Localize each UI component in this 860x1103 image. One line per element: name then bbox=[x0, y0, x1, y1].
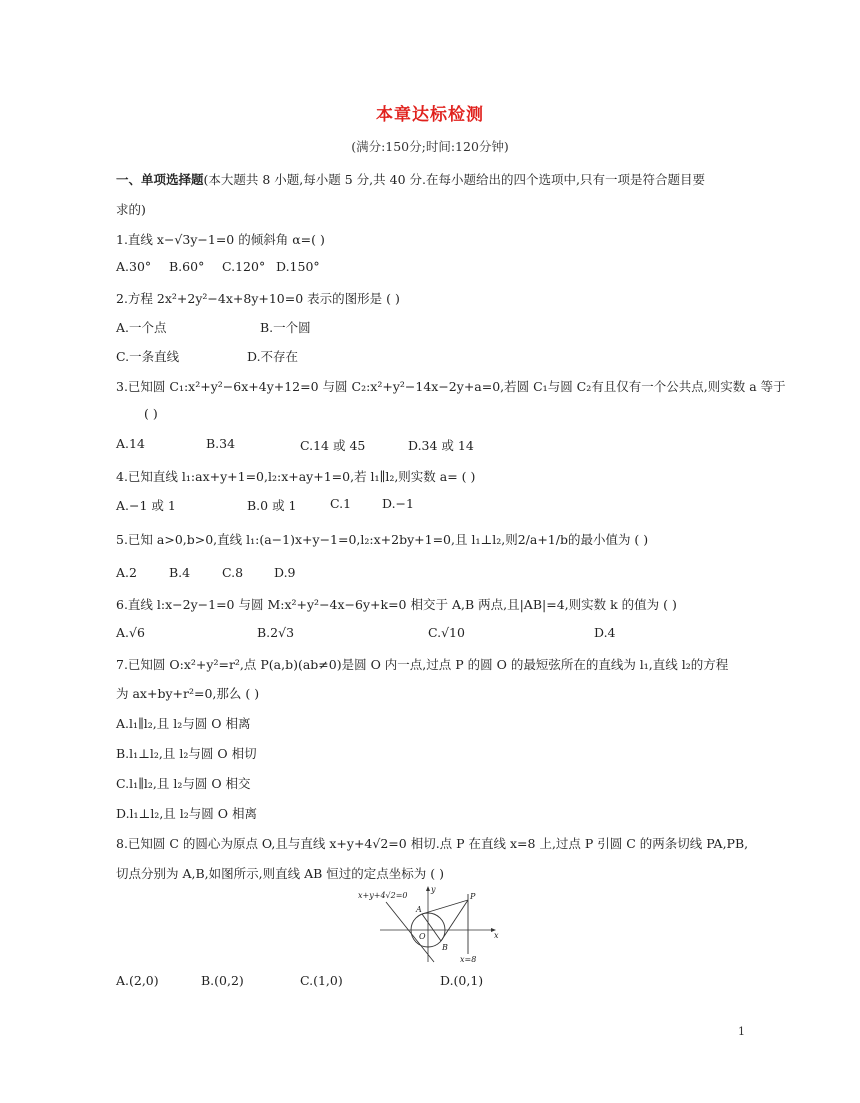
q7-option-a: A.l₁∥l₂,且 l₂与圆 O 相离 bbox=[116, 716, 251, 731]
line-label: x+y+4√2=0 bbox=[358, 891, 408, 900]
q7-option-c: C.l₁∥l₂,且 l₂与圆 O 相交 bbox=[116, 776, 251, 791]
label-x-equals-8: x=8 bbox=[460, 955, 477, 964]
question-8-stem-2: 切点分别为 A,B,如图所示,则直线 AB 恒过的定点坐标为 ( ) bbox=[116, 866, 444, 881]
label-b: B bbox=[442, 943, 448, 952]
question-1-stem: 1.直线 x−√3y−1=0 的倾斜角 α=( ) bbox=[116, 232, 325, 247]
page-number: 1 bbox=[738, 1025, 745, 1038]
tangent-line bbox=[386, 902, 434, 962]
question-7-stem: 7.已知圆 O:x²+y²=r²,点 P(a,b)(ab≠0)是圆 O 内一点,过点 P 的圆 O 的最短弦所在的直线为 l₁,直线 l₂的方程 bbox=[116, 657, 729, 672]
q8-option-b: B.(0,2) bbox=[201, 973, 244, 988]
question-2-stem: 2.方程 2x²+2y²−4x+8y+10=0 表示的图形是 ( ) bbox=[116, 291, 400, 306]
q2-option-a: A.一个点 bbox=[116, 320, 167, 335]
q6-option-d: D.4 bbox=[594, 625, 616, 640]
q7-option-d: D.l₁⊥l₂,且 l₂与圆 O 相离 bbox=[116, 806, 257, 821]
q3-option-a: A.14 bbox=[116, 436, 145, 451]
q6-option-b: B.2√3 bbox=[257, 625, 295, 640]
label-p: P bbox=[470, 892, 476, 901]
q2-option-d: D.不存在 bbox=[247, 349, 299, 364]
q1-option-b: B.60° bbox=[169, 259, 205, 274]
q3-option-b: B.34 bbox=[206, 436, 236, 451]
section-desc-2: 求的) bbox=[116, 202, 146, 217]
q6-option-c: C.√10 bbox=[428, 625, 465, 640]
y-axis-arrow bbox=[426, 886, 430, 891]
question-5-stem: 5.已知 a>0,b>0,直线 l₁:(a−1)x+y−1=0,l₂:x+2by+1=0,且 l₁⊥l₂,则2/a+1/b的最小值为 ( ) bbox=[116, 532, 649, 547]
q3-option-c: C.14 或 45 bbox=[300, 438, 366, 453]
label-x: x bbox=[494, 931, 499, 940]
question-7-stem-2: 为 ax+by+r²=0,那么 ( ) bbox=[116, 686, 260, 701]
q1-option-c: C.120° bbox=[222, 259, 266, 274]
question-3-stem: 3.已知圆 C₁:x²+y²−6x+4y+12=0 与圆 C₂:x²+y²−14x−2y+a=0,若圆 C₁与圆 C₂有且仅有一个公共点,则实数 a 等于 bbox=[116, 379, 786, 394]
q4-option-d: D.−1 bbox=[382, 496, 414, 511]
page-title: 本章达标检测 bbox=[376, 105, 484, 125]
question-6-stem: 6.直线 l:x−2y−1=0 与圆 M:x²+y²−4x−6y+k=0 相交于 A,B 两点,且|AB|=4,则实数 k 的值为 ( ) bbox=[116, 597, 677, 612]
q8-option-a: A.(2,0) bbox=[116, 973, 159, 988]
tangent-pb bbox=[441, 900, 468, 941]
q1-option-a: A.30° bbox=[116, 259, 152, 274]
q1-option-d: D.150° bbox=[276, 259, 320, 274]
q4-option-b: B.0 或 1 bbox=[247, 498, 297, 513]
q7-option-b: B.l₁⊥l₂,且 l₂与圆 O 相切 bbox=[116, 746, 257, 761]
q6-option-a: A.√6 bbox=[116, 625, 145, 640]
question-3-stem-2: ( ) bbox=[144, 406, 158, 421]
label-y: y bbox=[431, 885, 436, 894]
q2-option-c: C.一条直线 bbox=[116, 349, 180, 364]
section-heading: 一、单项选择题 bbox=[116, 172, 204, 187]
question-8-stem: 8.已知圆 C 的圆心为原点 O,且与直线 x+y+4√2=0 相切.点 P 在直线 x=8 上,过点 P 引圆 C 的两条切线 PA,PB, bbox=[116, 836, 749, 851]
q8-option-d: D.(0,1) bbox=[440, 973, 484, 988]
tangent-pa bbox=[422, 900, 468, 914]
q5-option-d: D.9 bbox=[274, 565, 296, 580]
q8-option-c: C.(1,0) bbox=[300, 973, 343, 988]
q5-option-c: C.8 bbox=[222, 565, 244, 580]
label-a: A bbox=[416, 905, 422, 914]
q5-option-b: B.4 bbox=[169, 565, 191, 580]
page-subtitle: (满分:150分;时间:120分钟) bbox=[351, 139, 509, 154]
section-desc-1: (本大题共 8 小题,每小题 5 分,共 40 分.在每小题给出的四个选项中,只有一项是符合题目要 bbox=[203, 172, 705, 187]
question-4-stem: 4.已知直线 l₁:ax+y+1=0,l₂:x+ay+1=0,若 l₁∥l₂,则实数 a= ( ) bbox=[116, 469, 476, 484]
q5-option-a: A.2 bbox=[116, 565, 137, 580]
q4-option-a: A.−1 或 1 bbox=[116, 498, 176, 513]
tangent-circle-figure bbox=[356, 884, 506, 964]
q3-option-d: D.34 或 14 bbox=[408, 438, 474, 453]
label-o: O bbox=[419, 932, 426, 941]
q2-option-b: B.一个圆 bbox=[260, 320, 311, 335]
q4-option-c: C.1 bbox=[330, 496, 352, 511]
section-header bbox=[116, 170, 705, 188]
